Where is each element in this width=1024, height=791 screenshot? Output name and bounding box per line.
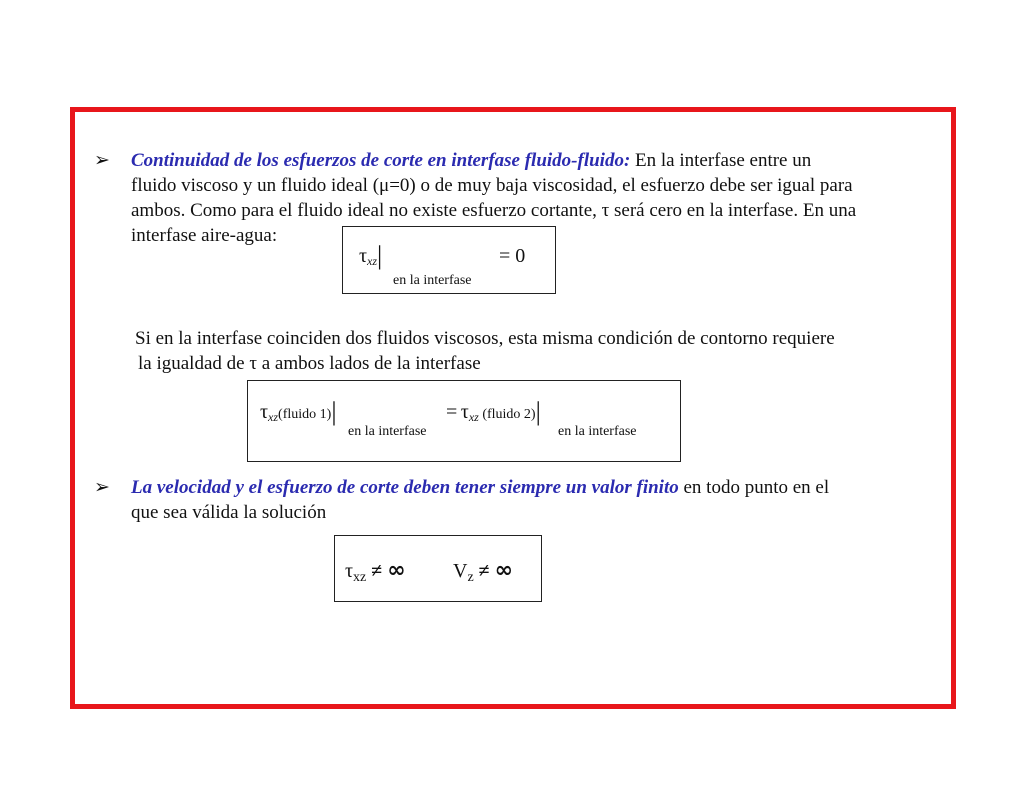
eq1-rhs: = 0 (499, 245, 526, 267)
eq1-label: en la interfase (393, 273, 472, 288)
section1-title: Continuidad de los esfuerzos de corte en interfase fluido-fluido: (131, 150, 631, 171)
eq2-tau-left: τ (260, 401, 269, 423)
section3-line1 (131, 475, 829, 500)
infinity-icon: ∞ (387, 558, 406, 583)
equation-box-2 (247, 380, 681, 462)
eq2-bar-left: | (331, 397, 337, 426)
bullet-arrow-icon: ➢ (94, 477, 110, 498)
eq2-tau-right: τ (460, 401, 469, 423)
eq3-v-group (453, 558, 513, 586)
equation-box-3 (334, 535, 542, 602)
eq2-left-fluid: (fluido 1) (278, 407, 332, 422)
eq2-label-right: en la interfase (558, 424, 637, 439)
eq3-not-equal-2: ≠ (478, 560, 490, 582)
eq2-equals: = (446, 401, 458, 423)
eq3-tau: τ (345, 560, 354, 582)
eq1-sub: xz (367, 254, 378, 268)
bullet-arrow-icon: ➢ (94, 150, 110, 171)
eq2-right-fluid: (fluido 2) (482, 407, 536, 422)
section2-line1: Si en la interfase coinciden dos fluidos viscosos, esta misma condición de contorno requiere (135, 328, 835, 349)
eq1-lhs (359, 241, 382, 271)
section3-line1-rest: en todo punto en el (678, 477, 830, 498)
eq2-rhs (446, 397, 541, 427)
section1-line1-rest: En la interfase entre un (630, 150, 812, 171)
eq3-v: V (453, 560, 468, 582)
section2-line2: la igualdad de τ a ambos lados de la interfase (138, 353, 481, 374)
section1-line1 (131, 148, 811, 173)
eq1-tau: τ (359, 245, 368, 267)
section1-line2: fluido viscoso y un fluido ideal (μ=0) o de muy baja viscosidad, el esfuerzo debe ser igual para (131, 175, 853, 196)
eq3-not-equal-1: ≠ (371, 560, 383, 582)
eq2-lhs (260, 397, 337, 427)
eq1-bar: | (377, 241, 383, 270)
eq2-bar-right: | (535, 397, 541, 426)
eq3-v-sub: z (467, 570, 474, 585)
eq3-tau-sub: xz (353, 570, 367, 585)
eq3-tau-group (345, 558, 406, 586)
section1-line3: ambos. Como para el fluido ideal no existe esfuerzo cortante, τ será cero en la interfase. En una (131, 200, 857, 221)
eq2-sub-right: xz (468, 410, 479, 424)
eq2-sub-left: xz (268, 410, 279, 424)
equation-box-1 (342, 226, 556, 294)
section3-line2: que sea válida la solución (131, 502, 327, 523)
infinity-icon: ∞ (494, 558, 513, 583)
section1-line4: interfase aire-agua: (131, 225, 278, 246)
section3-title: La velocidad y el esfuerzo de corte deben tener siempre un valor finito (131, 477, 679, 498)
eq2-label-left: en la interfase (348, 424, 427, 439)
